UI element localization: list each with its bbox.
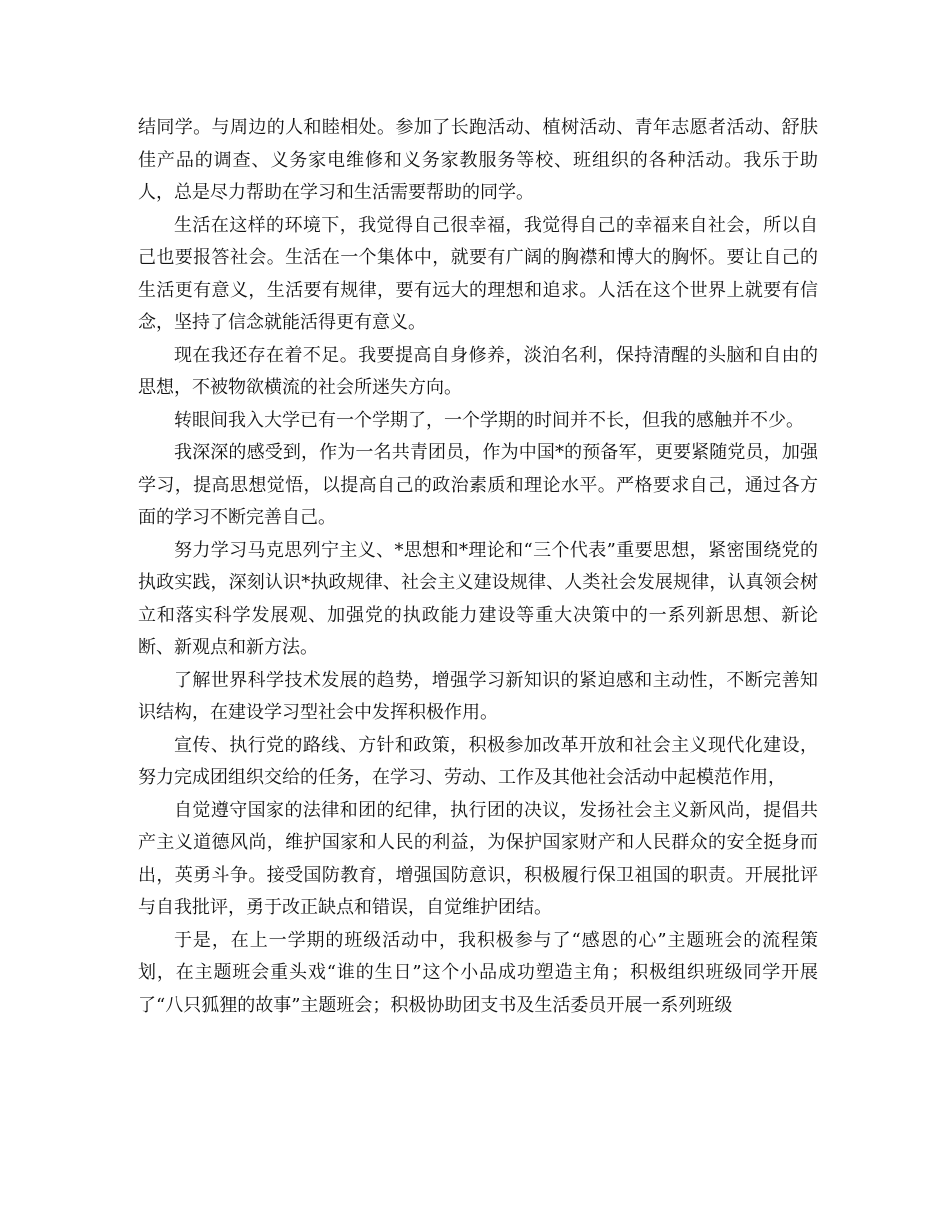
document-body (138, 112, 818, 1022)
paragraph-3: 现在我还存在着不足。我要提高自身修养，淡泊名利，保持清醒的头脑和自由的思想，不被物欲横流的社会所迷失方向。 (138, 344, 818, 398)
paragraph-7: 了解世界科学技术发展的趋势，增强学习新知识的紧迫感和主动性，不断完善知识结构，在建设学习型社会中发挥积极作用。 (138, 669, 818, 723)
paragraph-9: 自觉遵守国家的法律和团的纪律，执行团的决议，发扬社会主义新风尚，提倡共产主义道德风尚，维护国家和人民的利益，为保护国家财产和人民群众的安全挺身而出，英勇斗争。接受国防教育，增强国防意识，积极履行保卫祖国的职责。开展批评与自我批评，勇于改正缺点和错误，自觉维护团结。 (138, 799, 818, 918)
paragraph-8: 宣传、执行党的路线、方针和政策，积极参加改革开放和社会主义现代化建设，努力完成团组织交给的任务，在学习、劳动、工作及其他社会活动中起模范作用， (138, 734, 818, 788)
paragraph-4: 转眼间我入大学已有一个学期了，一个学期的时间并不长，但我的感触并不少。 (174, 409, 804, 431)
paragraph-2: 生活在这样的环境下，我觉得自己很幸福，我觉得自己的幸福来自社会，所以自己也要报答社会。生活在一个集体中，就要有广阔的胸襟和博大的胸怀。要让自己的生活更有意义，生活要有规律，要有远大的理想和追求。人活在这个世界上就要有信念，坚持了信念就能活得更有意义。 (138, 214, 818, 333)
paragraph-1: 结同学。与周边的人和睦相处。参加了长跑活动、植树活动、青年志愿者活动、舒肤佳产品的调查、义务家电维修和义务家教服务等校、班组织的各种活动。我乐于助人，总是尽力帮助在学习和生活需要帮助的同学。 (138, 117, 818, 203)
paragraph-10: 于是，在上一学期的班级活动中，我积极参与了“感恩的心”主题班会的流程策划，在主题班会重头戏“谁的生日”这个小品成功塑造主角；积极组织班级同学开展了“八只狐狸的故事”主题班会；积极协助团支书及生活委员开展一系列班级 (138, 929, 818, 1016)
paragraph-6: 努力学习马克思列宁主义、*思想和*理论和“三个代表”重要思想，紧密围绕党的执政实践，深刻认识*执政规律、社会主义建设规律、人类社会发展规律，认真领会树立和落实科学发展观、加强党的执政能力建设等重大决策中的一系列新思想、新论断、新观点和新方法。 (138, 539, 818, 658)
paragraph-5: 我深深的感受到，作为一名共青团员，作为中国*的预备军，更要紧随党员，加强学习，提高思想觉悟，以提高自己的政治素质和理论水平。严格要求自己，通过各方面的学习不断完善自己。 (138, 442, 818, 528)
